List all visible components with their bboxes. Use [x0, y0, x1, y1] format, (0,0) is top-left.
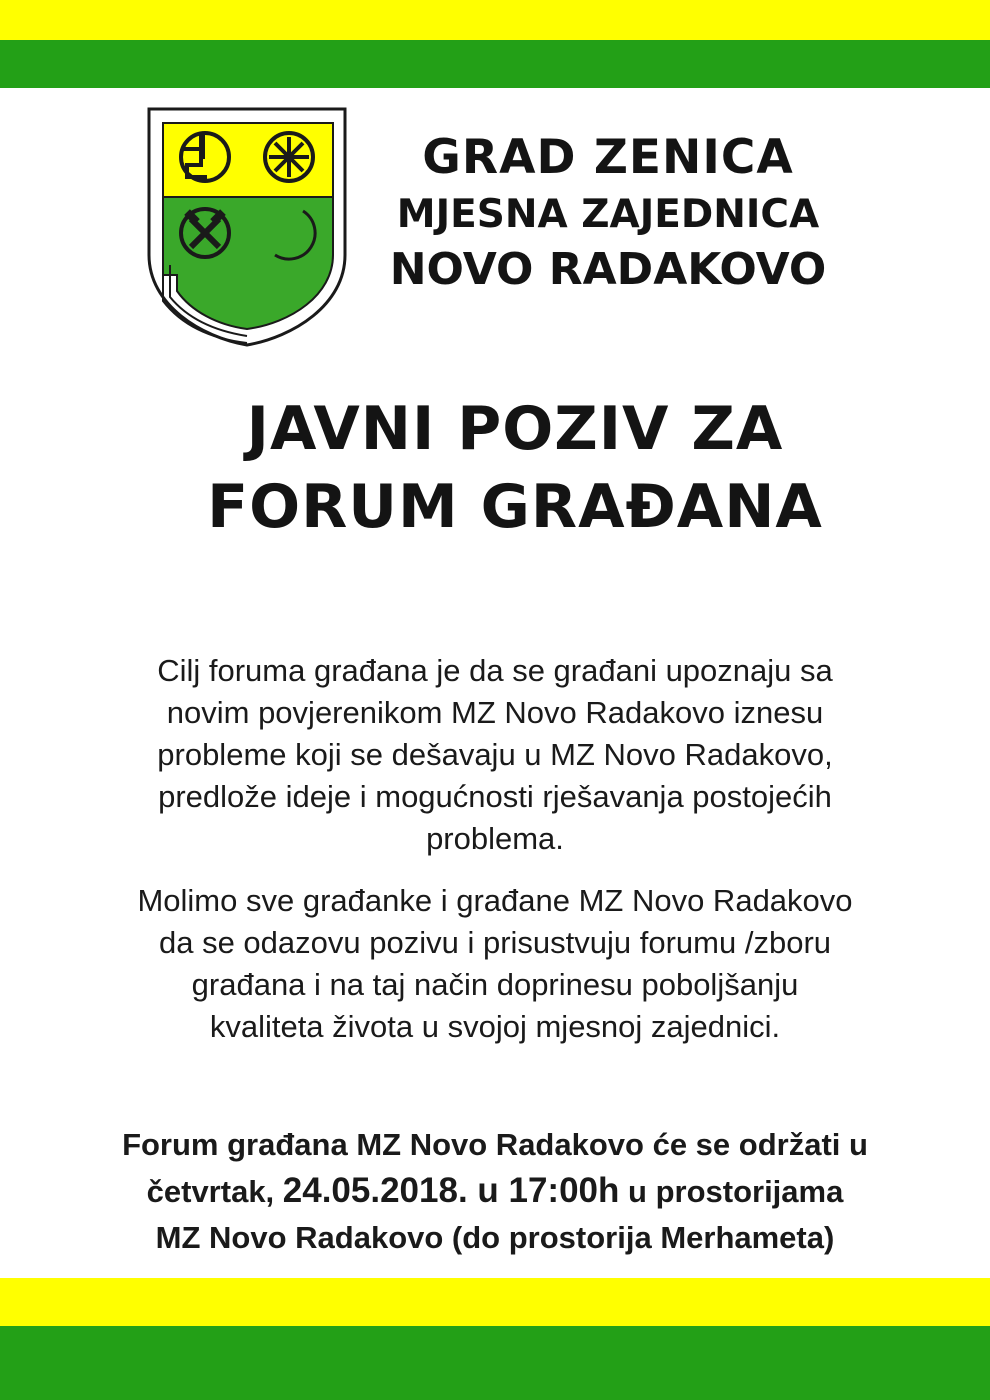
event-notice	[40, 1122, 950, 1261]
community-label: MJESNA ZAJEDNICA	[396, 192, 820, 237]
rosette-icon	[265, 133, 313, 181]
event-date-time: 24.05.2018. u 17:00h	[282, 1171, 620, 1210]
paragraph-line: da se odazovu pozivu i prisustvuju forumu /zboru	[158, 925, 832, 960]
paragraph-line: kvaliteta života u svojoj mjesnoj zajednici.	[209, 1009, 781, 1044]
title-line-1: JAVNI POZIV ZA	[246, 394, 784, 464]
notice-location-prefix: u prostorijama	[619, 1174, 844, 1209]
notice-line-2	[40, 1168, 950, 1215]
bottom-yellow-stripe	[0, 1278, 990, 1326]
paragraph-invitation	[40, 880, 950, 1048]
top-green-stripe	[0, 40, 990, 88]
header-title-block	[368, 128, 848, 298]
bottom-green-stripe	[0, 1326, 990, 1400]
paragraph-purpose	[40, 650, 950, 860]
document-title	[100, 390, 930, 546]
paragraph-line: problema.	[426, 821, 564, 856]
city-name: GRAD ZENICA	[422, 130, 794, 185]
top-yellow-stripe	[0, 0, 990, 40]
paragraph-line: novim povjerenikom MZ Novo Radakovo iznesu	[166, 695, 824, 730]
coat-of-arms	[143, 105, 351, 348]
notice-day: četvrtak,	[146, 1174, 283, 1209]
notice-line-3: MZ Novo Radakovo (do prostorija Merhameta)	[155, 1220, 835, 1255]
paragraph-line: Molimo sve građanke i građane MZ Novo Radakovo	[137, 883, 853, 918]
title-line-2: FORUM GRAĐANA	[207, 472, 823, 542]
paragraph-line: građana i na taj način doprinesu poboljšanju	[191, 967, 799, 1002]
paragraph-line: predlože ideje i mogućnosti rješavanja postojećih	[158, 779, 832, 814]
notice-line-1: Forum građana MZ Novo Radakovo će se održati u	[122, 1127, 868, 1162]
crossed-hammers-icon	[181, 209, 229, 257]
community-name: NOVO RADAKOVO	[389, 244, 827, 295]
paragraph-line: probleme koji se dešavaju u MZ Novo Radakovo,	[157, 737, 833, 772]
paragraph-line: Cilj foruma građana je da se građani upoznaju sa	[157, 653, 833, 688]
